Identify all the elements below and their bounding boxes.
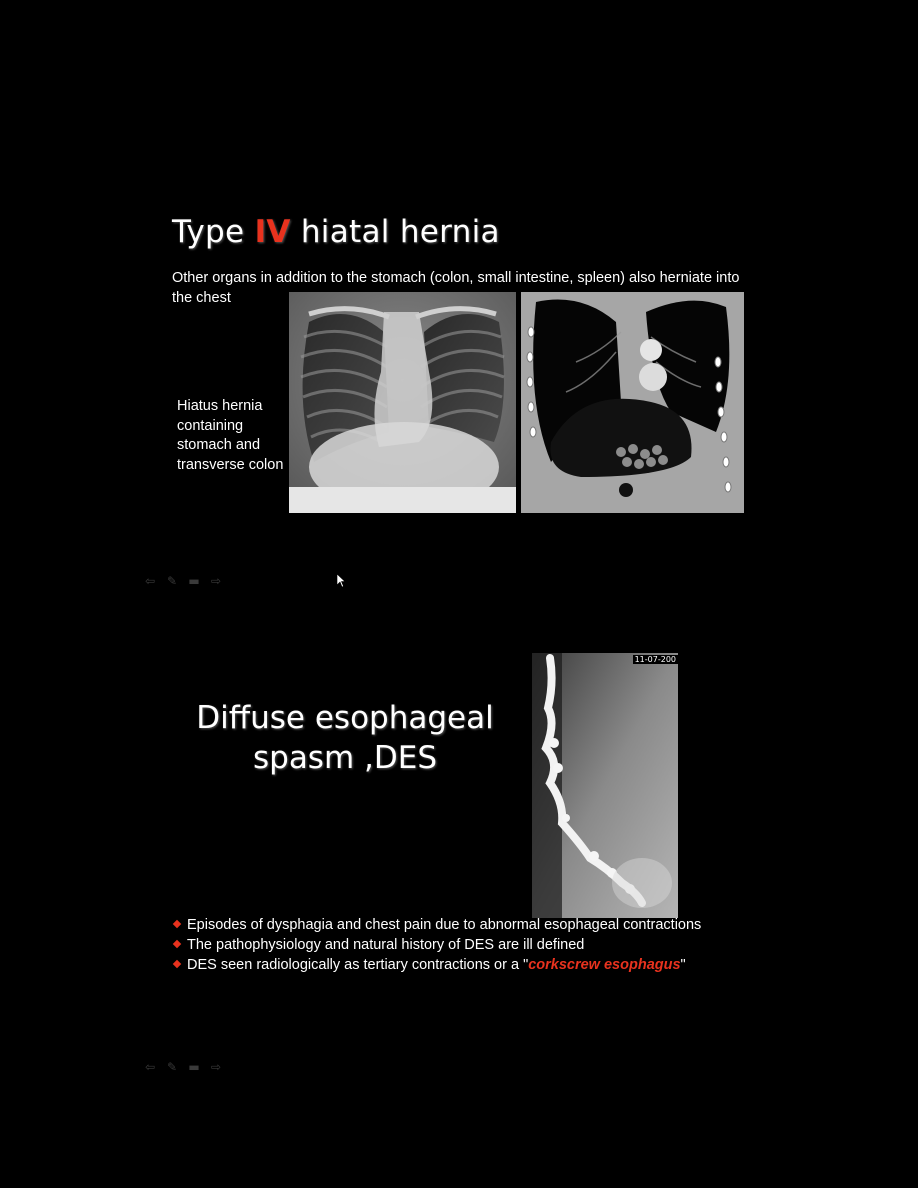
barium-swallow-image — [532, 653, 678, 918]
slide-menu-icon[interactable]: ▬ — [188, 1060, 200, 1074]
mouse-cursor-icon — [337, 574, 346, 588]
bullet-item: The pathophysiology and natural history of DES are ill defined — [172, 935, 701, 955]
slide-title: Diffuse esophageal spasm ,DES — [196, 700, 494, 776]
title-prefix: Type — [172, 214, 255, 250]
next-arrow-icon[interactable]: ⇨ — [210, 1060, 222, 1074]
title-suffix: hiatal hernia — [290, 214, 500, 250]
next-arrow-icon[interactable]: ⇨ — [210, 574, 222, 588]
slide-nav-toolbar — [143, 1060, 223, 1074]
slide-subtitle: Other organs in addition to the stomach (colon, small intestine, spleen) also herniate into the chest — [172, 270, 740, 306]
bullet-emphasis: corkscrew esophagus — [528, 957, 681, 973]
slide-des — [0, 594, 918, 1188]
bullet-text-end: " — [680, 957, 686, 973]
pen-icon[interactable]: ✎ — [166, 574, 178, 588]
bullet-item: Episodes of dysphagia and chest pain due to abnormal esophageal contractions — [172, 915, 701, 935]
prev-arrow-icon[interactable]: ⇦ — [144, 1060, 156, 1074]
slide-title — [172, 214, 500, 250]
bullet-item — [172, 955, 701, 975]
image-caption: Hiatus hernia containing stomach and transverse colon — [177, 398, 284, 473]
ct-coronal-image — [521, 292, 744, 513]
bullet-list — [172, 915, 701, 975]
image-date-label: 11-07-200 — [634, 655, 676, 664]
slide-nav-toolbar — [143, 574, 223, 588]
prev-arrow-icon[interactable]: ⇦ — [144, 574, 156, 588]
chest-xray-image — [289, 292, 516, 513]
pen-icon[interactable]: ✎ — [166, 1060, 178, 1074]
bullet-text: DES seen radiologically as tertiary contractions or a " — [187, 957, 529, 973]
slide-menu-icon[interactable]: ▬ — [188, 574, 200, 588]
title-accent: IV — [254, 214, 291, 250]
